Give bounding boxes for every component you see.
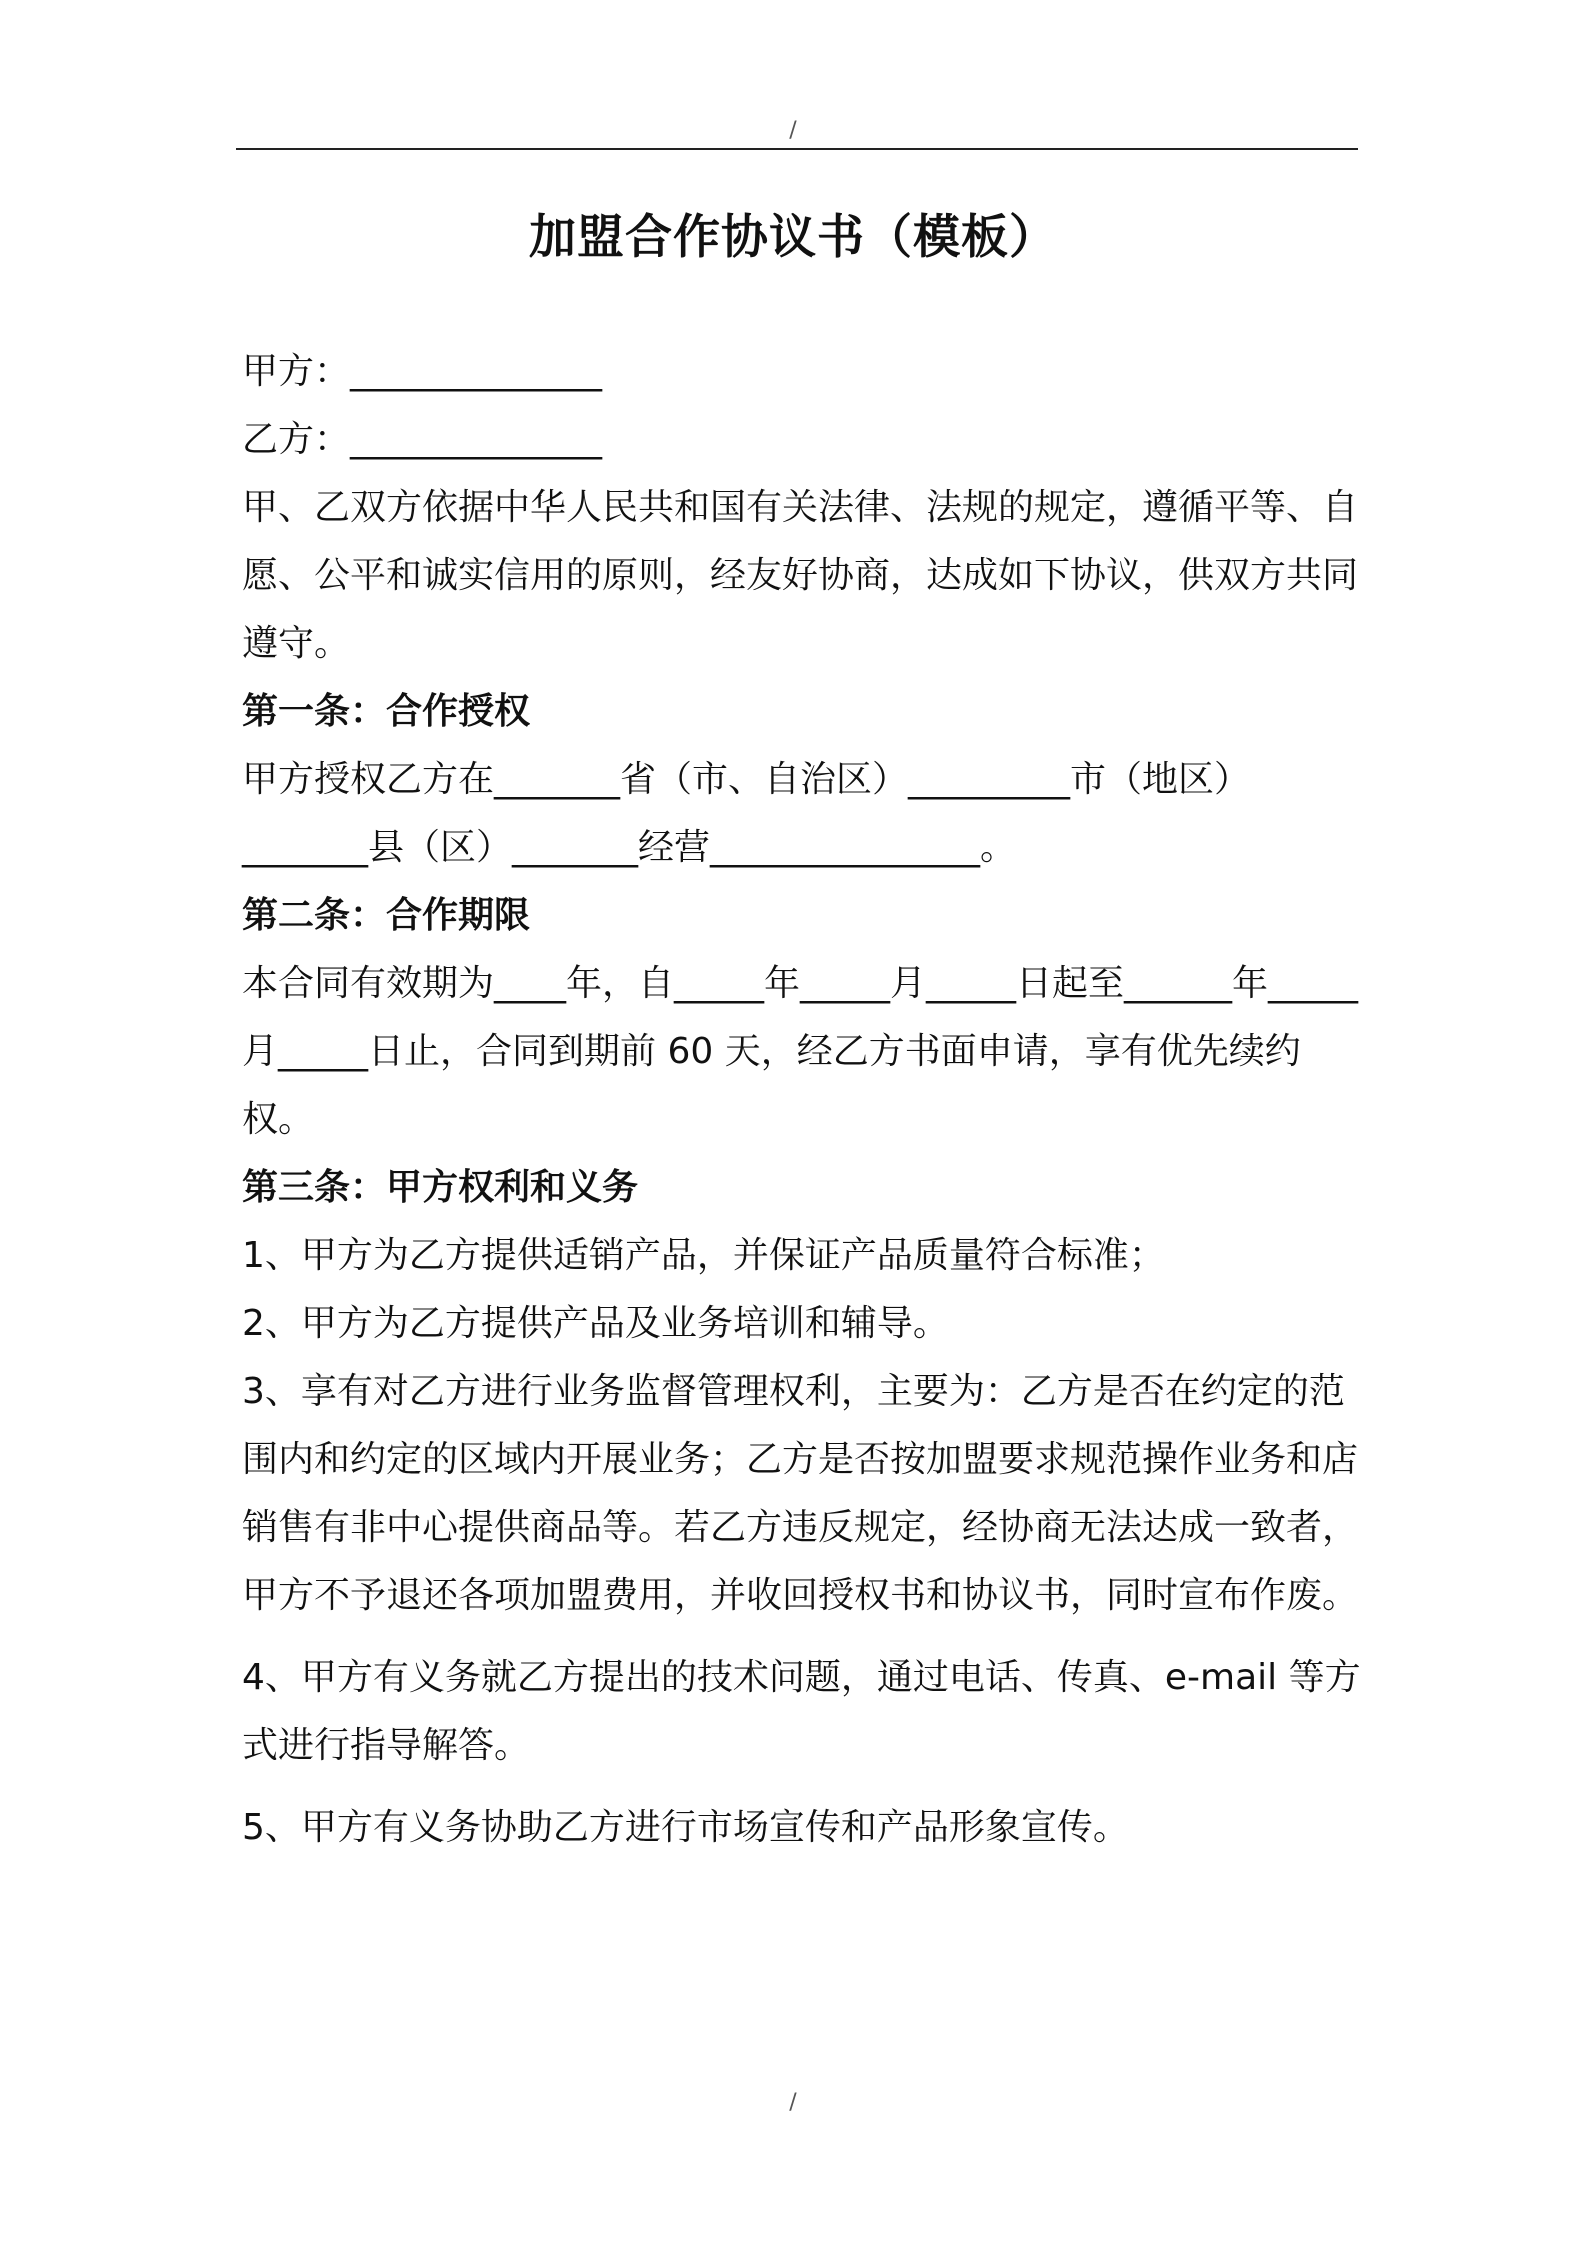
party-a-line: 甲方：______________ xyxy=(242,351,603,392)
header-rule xyxy=(236,148,1358,150)
document-body xyxy=(242,338,1362,1862)
footer-page-mark: / xyxy=(789,2090,797,2115)
article-1-heading: 第一条：合作授权 xyxy=(242,691,531,732)
header-page-mark: / xyxy=(789,118,797,143)
article-3-item: 1、甲方为乙方提供适销产品，并保证产品质量符合标准； xyxy=(242,1235,1165,1276)
party-b-line: 乙方：______________ xyxy=(242,419,603,460)
article-3-heading: 第三条：甲方权利和义务 xyxy=(242,1167,639,1208)
article-3-item: 5、甲方有义务协助乙方进行市场宣传和产品形象宣传。 xyxy=(242,1807,1129,1848)
article-3-item: 4、甲方有义务就乙方提出的技术问题，通过电话、传真、e-mail 等方式进行指导解答。 xyxy=(242,1657,1361,1766)
article-2-text: 本合同有效期为____年，自_____年_____月_____日起至______年_____月_____日止，合同到期前 60 天，经乙方书面申请，享有优先续约权。 xyxy=(242,963,1359,1140)
article-3-item: 2、甲方为乙方提供产品及业务培训和辅导。 xyxy=(242,1303,949,1344)
article-3-item: 3、享有对乙方进行业务监督管理权利，主要为：乙方是否在约定的范围内和约定的区域内开展业务；乙方是否按加盟要求规范操作业务和店销售有非中心提供商品等。若乙方违反规定，经协商无法达成一致者，甲方不予退还各项加盟费用，并收回授权书和协议书，同时宣布作废。 xyxy=(242,1371,1359,1616)
article-2-heading: 第二条：合作期限 xyxy=(242,895,531,936)
preamble-paragraph: 甲、乙双方依据中华人民共和国有关法律、法规的规定，遵循平等、自愿、公平和诚实信用的原则，经友好协商，达成如下协议，供双方共同遵守。 xyxy=(242,487,1359,664)
article-1-text: 甲方授权乙方在_______省（市、自治区）_________市（地区）_______县（区）_______经营_______________。 xyxy=(242,759,1251,868)
document-title: 加盟合作协议书（模板） xyxy=(529,210,1057,265)
